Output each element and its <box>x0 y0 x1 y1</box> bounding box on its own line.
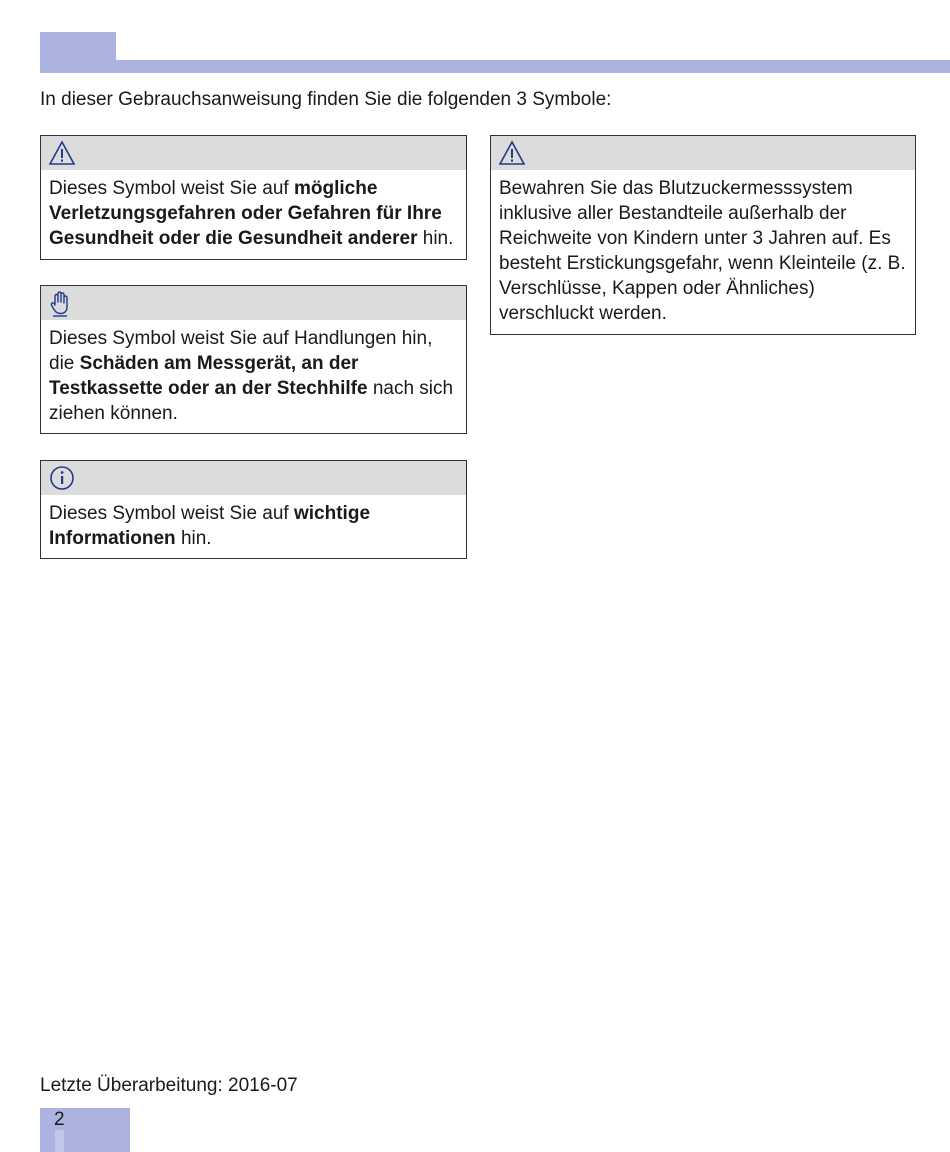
info-circle-icon <box>49 465 75 491</box>
warning-triangle-icon <box>499 140 525 166</box>
caution-text-end: nach sich ziehen können. <box>49 378 454 424</box>
children-warning-box-header <box>491 136 915 170</box>
intro-text: In dieser Gebrauchsanweisung finden Sie die folgenden 3 Symbole: <box>40 89 612 110</box>
info-text-bold: wichtige Informationen <box>49 503 371 549</box>
hand-stop-icon <box>49 290 71 318</box>
caution-box-header <box>41 286 466 320</box>
caution-text-bold: Schäden am Messgerät, an der Testkassette oder an der Stechhilfe <box>49 353 368 399</box>
caution-box-text <box>41 320 466 432</box>
warning-text-part: Dieses Symbol weist Sie auf <box>49 178 294 199</box>
warning-triangle-icon <box>49 140 75 166</box>
caution-box <box>40 285 467 434</box>
revision-date: Letzte Überarbeitung: 2016-07 <box>40 1075 298 1096</box>
page-tab-stripe <box>55 1130 64 1152</box>
page-number: 2 <box>54 1109 65 1130</box>
header-tab <box>40 32 116 60</box>
info-text-part: Dieses Symbol weist Sie auf <box>49 503 294 524</box>
header-bar <box>40 60 950 73</box>
warning-text-bold: mögliche Verletzungsgefahren oder Gefahren für Ihre Gesundheit oder die Gesundheit anderer <box>49 178 442 249</box>
info-box-text <box>41 495 466 557</box>
info-text-end: hin. <box>175 528 212 549</box>
info-box <box>40 460 467 559</box>
warning-text-end: hin. <box>417 228 454 249</box>
caution-text-part: Dieses Symbol weist Sie auf Handlungen hin, die <box>49 328 433 374</box>
children-warning-box <box>490 135 916 335</box>
children-warning-text: Bewahren Sie das Blutzuckermesssystem inklusive aller Bestandteile außerhalb der Reichweite von Kindern unter 3 Jahren auf. Es besteht Erstickungsgefahr, wenn Kleinteile (z. B. Verschlüsse, Kappen oder Ähnliches) verschluckt werden. <box>499 178 906 324</box>
warning-box-header <box>41 136 466 170</box>
warning-box-text <box>41 170 466 257</box>
info-box-header <box>41 461 466 495</box>
warning-box <box>40 135 467 260</box>
